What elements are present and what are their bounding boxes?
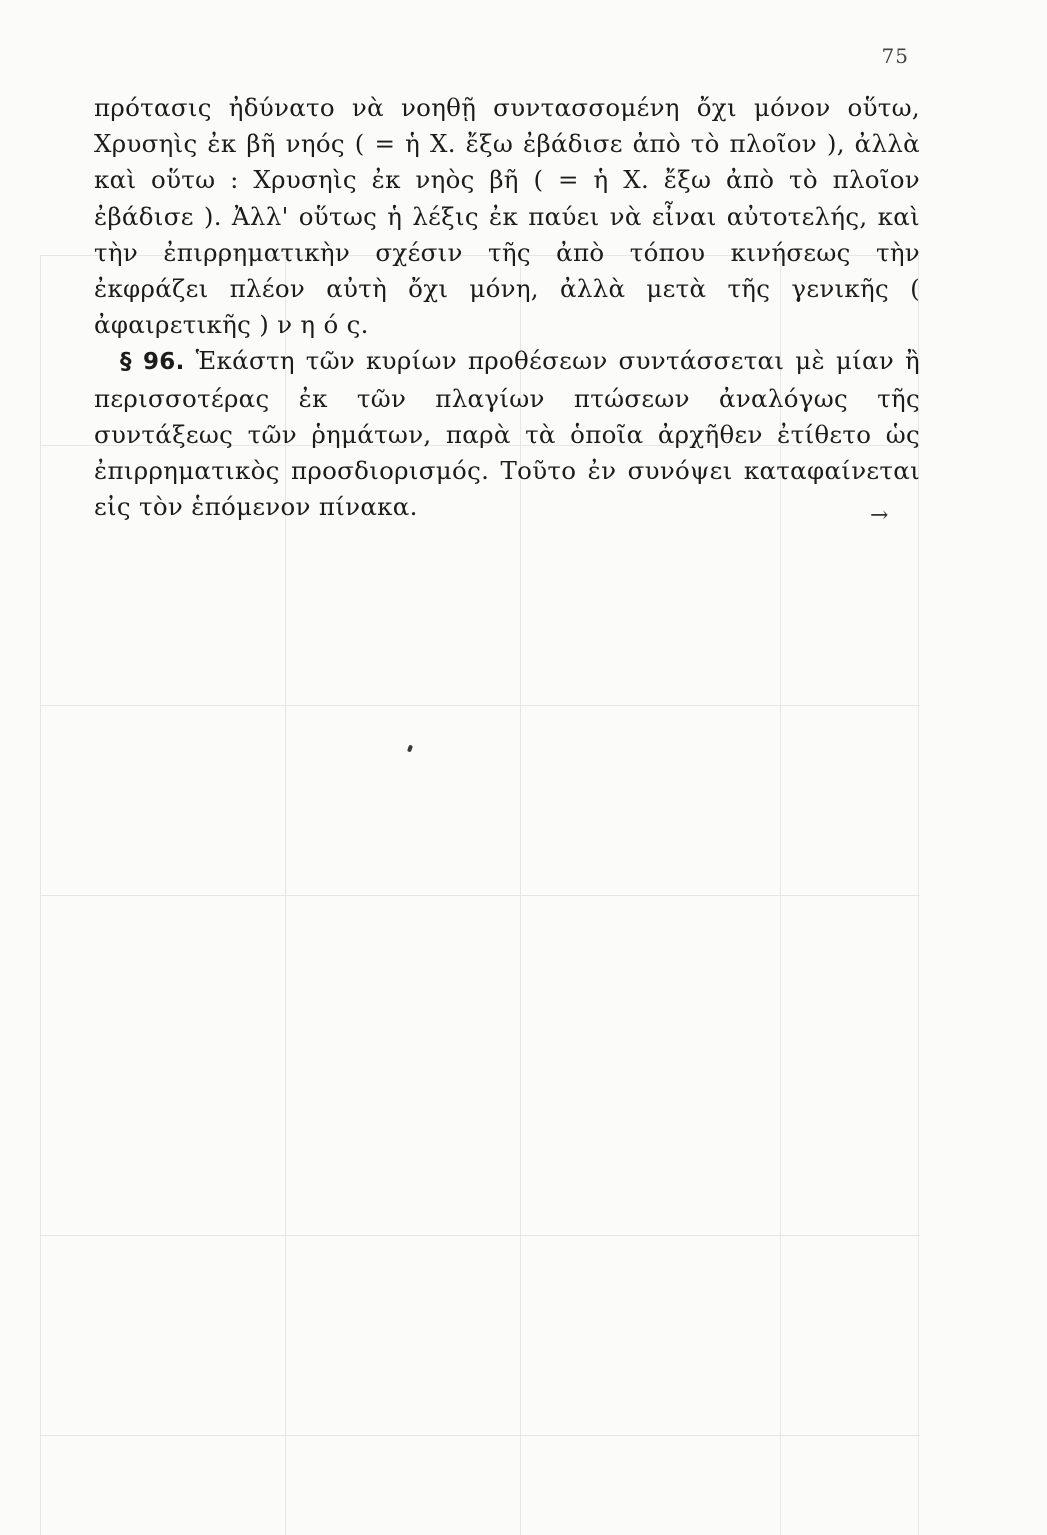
body-text (94, 90, 920, 525)
continuation-arrow-icon: → (870, 503, 889, 528)
page-number: 75 (881, 44, 909, 68)
section-marker: § 96. (120, 349, 185, 376)
section-text: Ἑκάστη τῶν κυρίων προθέσεων συντάσσεται μὲ μίαν ἢ περισσοτέρας ἐκ τῶν πλαγίων πτώσεων ἀναλόγως τῆς συντάξεως τῶν ῥημάτων, παρὰ τὰ ὁποῖα ἀρχῆθεν ἐτίθετο ὡς ἐπιρρηματικὸς προσδιορισμός. Τοῦτο ἐν συνόψει καταφαίνεται εἰς τὸν ἑπόμενον πίνακα. (94, 346, 920, 522)
paragraph-section-96 (94, 343, 920, 525)
paragraph-1: πρότασις ἠδύνατο νὰ νοηθῇ συντασσομένη ὄχι μόνον οὕτω, Χρυσηὶς ἐκ βῆ νηός ( = ἡ Χ. ἔξω ἐβάδισε ἀπὸ τὸ πλοῖον ), ἀλλὰ καὶ οὕτω : Χρυσηὶς ἐκ νηὸς βῆ ( = ἡ Χ. ἔξω ἀπὸ τὸ πλοῖον ἐβάδισε ). Ἀλλ' οὕτως ἡ λέξις ἐκ παύει νὰ εἶναι αὐτοτελής, καὶ τὴν ἐπιρρηματικὴν σχέσιν τῆς ἀπὸ τόπου κινήσεως τὴν ἐκφράζει πλέον αὐτὴ ὄχι μόνη, ἀλλὰ μετὰ τῆς γενικῆς ( ἀφαιρετικῆς ) ν η ό ς. (94, 93, 920, 340)
